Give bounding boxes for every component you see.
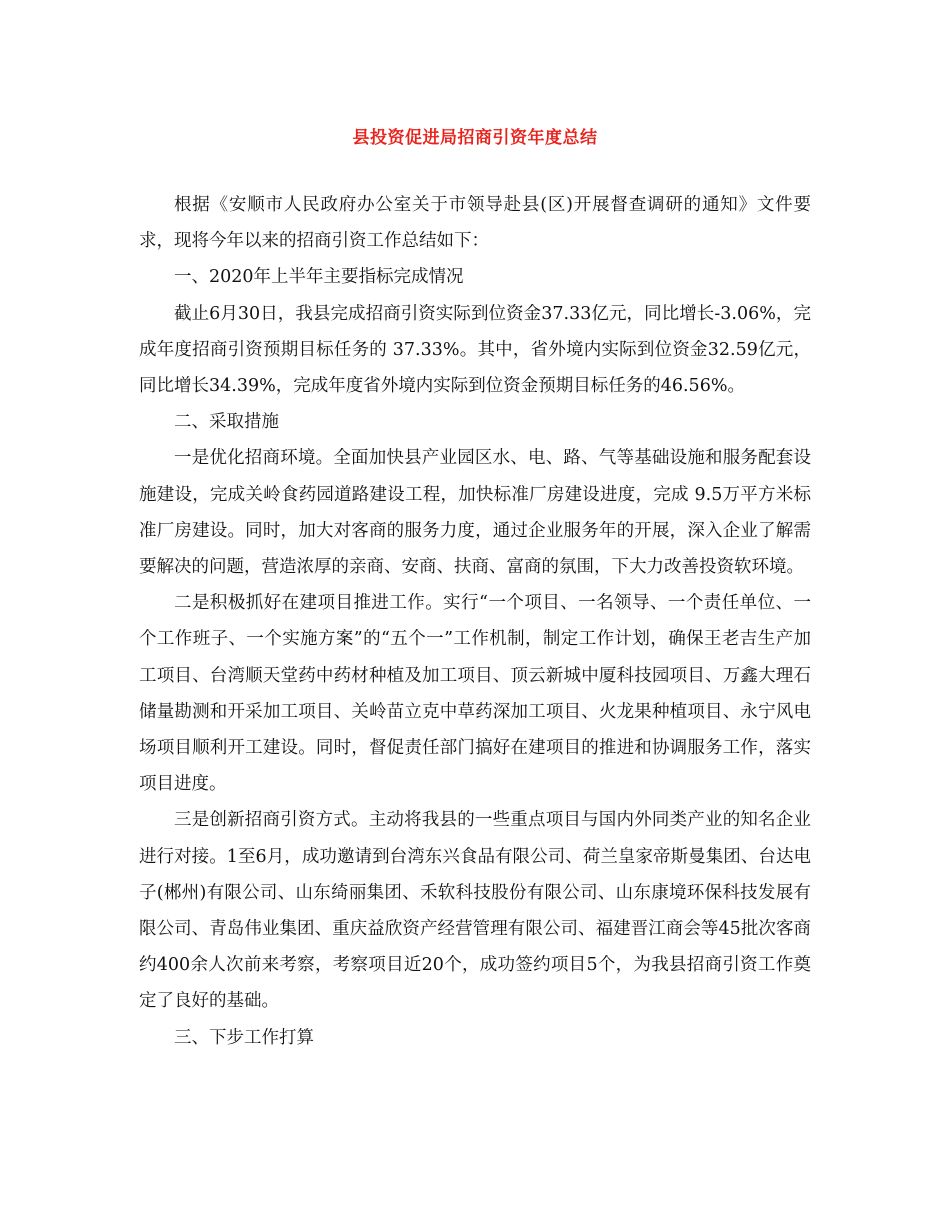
- section-heading-3: 三、下步工作打算: [174, 1027, 314, 1048]
- measure-paragraph-1: 一是优化招商环境。全面加快县产业园区水、电、路、气等基础设施和服务配套设施建设，完成关岭食药园道路建设工程，加快标准厂房建设进度，完成 9.5万平方米标准厂房建设。同时，加大对客商的服务力度，通过企业服务年的开展，深入企业了解需要解决的问题，营造浓厚的亲商、安商、扶商、富商的氛围，下大力改善投资软环境。: [139, 448, 811, 578]
- indicators-paragraph: 截止6月30日，我县完成招商引资实际到位资金37.33亿元，同比增长-3.06%，完成年度招商引资预期目标任务的 37.33%。其中，省外境内实际到位资金32.59亿元，同比增长34.39%，完成年度省外境内实际到位资金预期目标任务的46.56%。: [139, 303, 811, 397]
- section-heading-1: 一、2020年上半年主要指标完成情况: [174, 267, 464, 288]
- section-heading-2: 二、采取措施: [174, 412, 279, 433]
- intro-paragraph: 根据《安顺市人民政府办公室关于市领导赴县(区)开展督查调研的通知》文件要求，现将今年以来的招商引资工作总结如下：: [139, 195, 811, 252]
- measure-paragraph-2: 二是积极抓好在建项目推进工作。实行“一个项目、一名领导、一个责任单位、一个工作班子、一个实施方案”的“五个一”工作机制，制定工作计划，确保王老吉生产加工项目、台湾顺天堂药中药材种植及加工项目、顶云新城中厦科技园项目、万鑫大理石储量勘测和开采加工项目、关岭苗立克中草药深加工项目、火龙果种植项目、永宁风电场项目顺利开工建设。同时，督促责任部门搞好在建项目的推进和协调服务工作，落实项目进度。: [139, 593, 811, 795]
- document-body: [139, 187, 811, 1056]
- document-title: 县投资促进局招商引资年度总结: [352, 128, 598, 148]
- measure-paragraph-3: 三是创新招商引资方式。主动将我县的一些重点项目与国内外同类产业的知名企业进行对接。1至6月，成功邀请到台湾东兴食品有限公司、荷兰皇家帝斯曼集团、台达电子(郴州)有限公司、山东绮丽集团、禾软科技股份有限公司、山东康境环保科技发展有限公司、青岛伟业集团、重庆益欣资产经营管理有限公司、福建晋江商会等45批次客商约400余人次前来考察，考察项目近20个，成功签约项目5个，为我县招商引资工作奠定了良好的基础。: [139, 810, 811, 1012]
